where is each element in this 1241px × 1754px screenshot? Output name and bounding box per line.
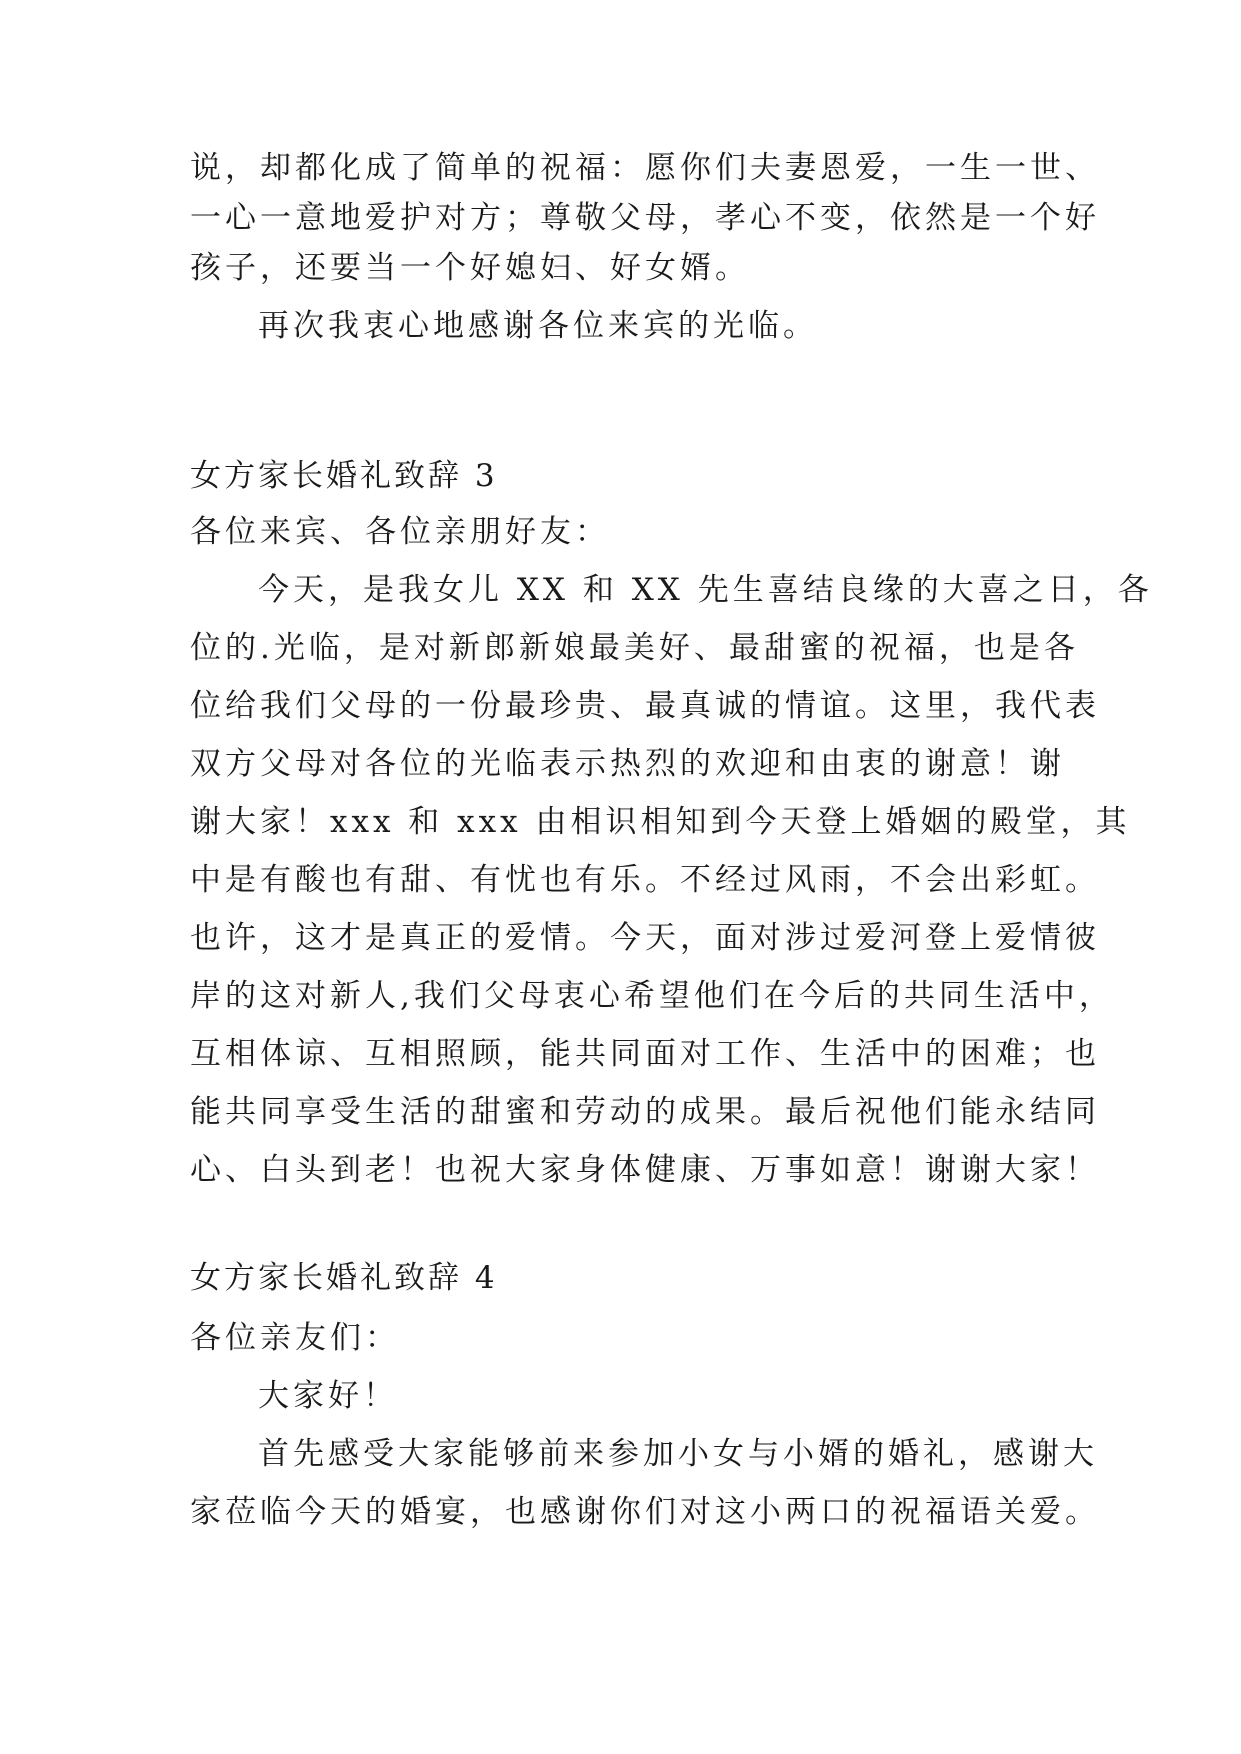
paragraph-line: 首先感受大家能够前来参加小女与小婿的婚礼，感谢大 <box>258 1436 1098 1472</box>
paragraph-line: 家莅临今天的婚宴，也感谢你们对这小两口的祝福语关爱。 <box>190 1494 1100 1530</box>
paragraph-line: 岸的这对新人,我们父母衷心希望他们在今后的共同生活中， <box>190 978 1114 1014</box>
paragraph-line: 位的.光临，是对新郎新娘最美好、最甜蜜的祝福，也是各 <box>190 630 1079 666</box>
salutation-line: 各位来宾、各位亲朋好友： <box>190 514 610 550</box>
paragraph-line: 谢大家！xxx 和 xxx 由相识相知到今天登上婚姻的殿堂，其 <box>190 804 1131 840</box>
salutation-line: 各位亲友们： <box>190 1320 400 1356</box>
paragraph-line: 双方父母对各位的光临表示热烈的欢迎和由衷的谢意！谢 <box>190 746 1065 782</box>
paragraph-line: 中是有酸也有甜、有忧也有乐。不经过风雨，不会出彩虹。 <box>190 862 1100 898</box>
paragraph-line: 互相体谅、互相照顾，能共同面对工作、生活中的困难；也 <box>190 1036 1100 1072</box>
paragraph-line: 说，却都化成了简单的祝福：愿你们夫妻恩爱，一生一世、 <box>190 150 1100 186</box>
paragraph-line: 心、白头到老！也祝大家身体健康、万事如意！谢谢大家！ <box>190 1152 1100 1188</box>
paragraph-line: 也许，这才是真正的爱情。今天，面对涉过爱河登上爱情彼 <box>190 920 1100 956</box>
section-heading: 女方家长婚礼致辞 3 <box>190 458 498 494</box>
section-heading: 女方家长婚礼致辞 4 <box>190 1260 498 1296</box>
paragraph-line: 孩子，还要当一个好媳妇、好女婿。 <box>190 250 750 286</box>
paragraph-line: 今天，是我女儿 XX 和 XX 先生喜结良缘的大喜之日，各 <box>258 572 1153 608</box>
paragraph-line: 再次我衷心地感谢各位来宾的光临。 <box>258 308 818 344</box>
greeting-line: 大家好！ <box>258 1378 398 1414</box>
paragraph-line: 能共同享受生活的甜蜜和劳动的成果。最后祝他们能永结同 <box>190 1094 1100 1130</box>
paragraph-line: 位给我们父母的一份最珍贵、最真诚的情谊。这里，我代表 <box>190 688 1100 724</box>
paragraph-line: 一心一意地爱护对方；尊敬父母，孝心不变，依然是一个好 <box>190 200 1100 236</box>
